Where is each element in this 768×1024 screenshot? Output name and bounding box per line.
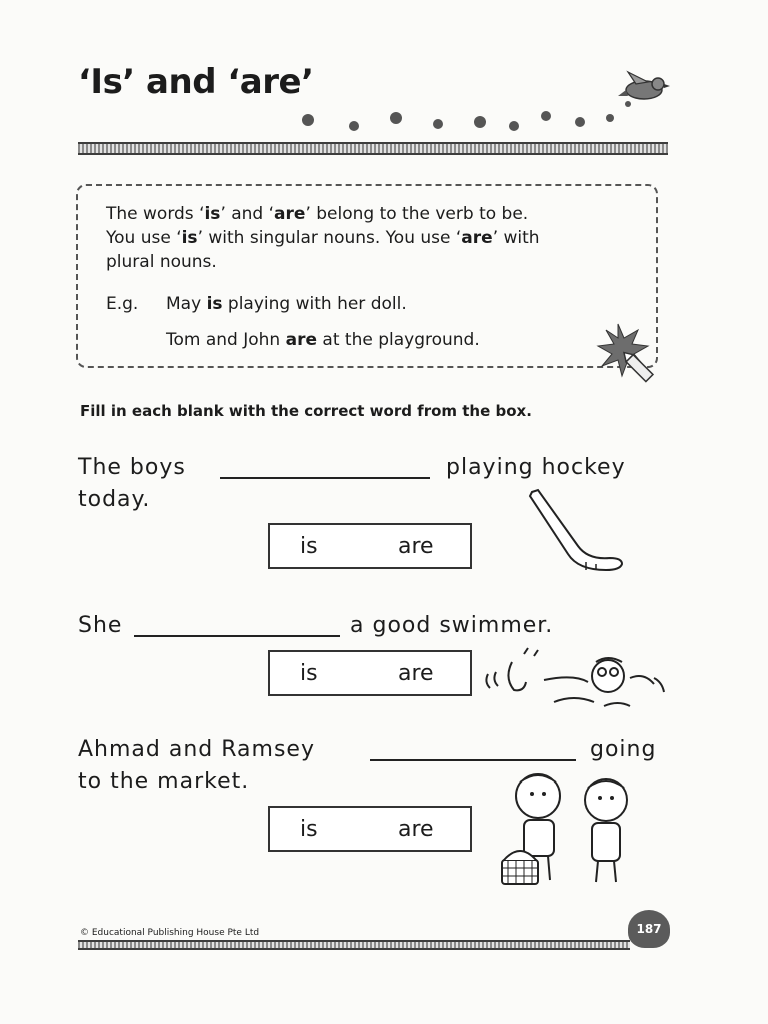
flowers-decoration (296, 96, 636, 136)
question-1-after: playing hockey (446, 455, 626, 480)
title-divider (78, 142, 668, 155)
example-sentence-2: Tom and John are at the playground. (166, 330, 480, 350)
hockey-stick-icon (526, 488, 630, 572)
choice-is[interactable]: is (300, 661, 318, 686)
copyright-footer: © Educational Publishing House Pte Ltd (80, 928, 260, 938)
question-2 (78, 610, 678, 644)
choice-are[interactable]: are (398, 817, 434, 842)
page-number: 187 (628, 910, 670, 948)
choice-box-3 (268, 806, 472, 852)
answer-blank-1[interactable] (220, 477, 430, 479)
choice-is[interactable]: is (300, 534, 318, 559)
pencil-icon (596, 322, 660, 386)
question-3-line2: to the market. (78, 769, 250, 794)
answer-blank-3[interactable] (370, 759, 576, 761)
swimmer-icon (484, 648, 670, 712)
choice-are[interactable]: are (398, 661, 434, 686)
footer-divider (78, 940, 630, 950)
example-sentence-1: May is playing with her doll. (166, 294, 407, 314)
answer-blank-2[interactable] (134, 635, 340, 637)
rule-info-box (76, 184, 658, 368)
choice-box-1 (268, 523, 472, 569)
question-1-line2: today. (78, 487, 151, 512)
question-1-before: The boys (78, 455, 186, 480)
example-label: E.g. (106, 294, 139, 314)
question-3-before: Ahmad and Ramsey (78, 737, 315, 762)
choice-are[interactable]: are (398, 534, 434, 559)
boys-icon (498, 768, 644, 890)
question-2-after: a good swimmer. (350, 613, 554, 638)
instruction-text: Fill in each blank with the correct word from the box. (80, 402, 532, 420)
question-2-before: She (78, 613, 123, 638)
page-title: ‘Is’ and ‘are’ (78, 62, 314, 102)
question-3-after: going (590, 737, 657, 762)
choice-box-2 (268, 650, 472, 696)
choice-is[interactable]: is (300, 817, 318, 842)
rule-explanation: The words ‘is’ and ‘are’ belong to the verb to be. You use ‘is’ with singular nouns. You use ‘are’ with plural nouns. (106, 204, 540, 272)
